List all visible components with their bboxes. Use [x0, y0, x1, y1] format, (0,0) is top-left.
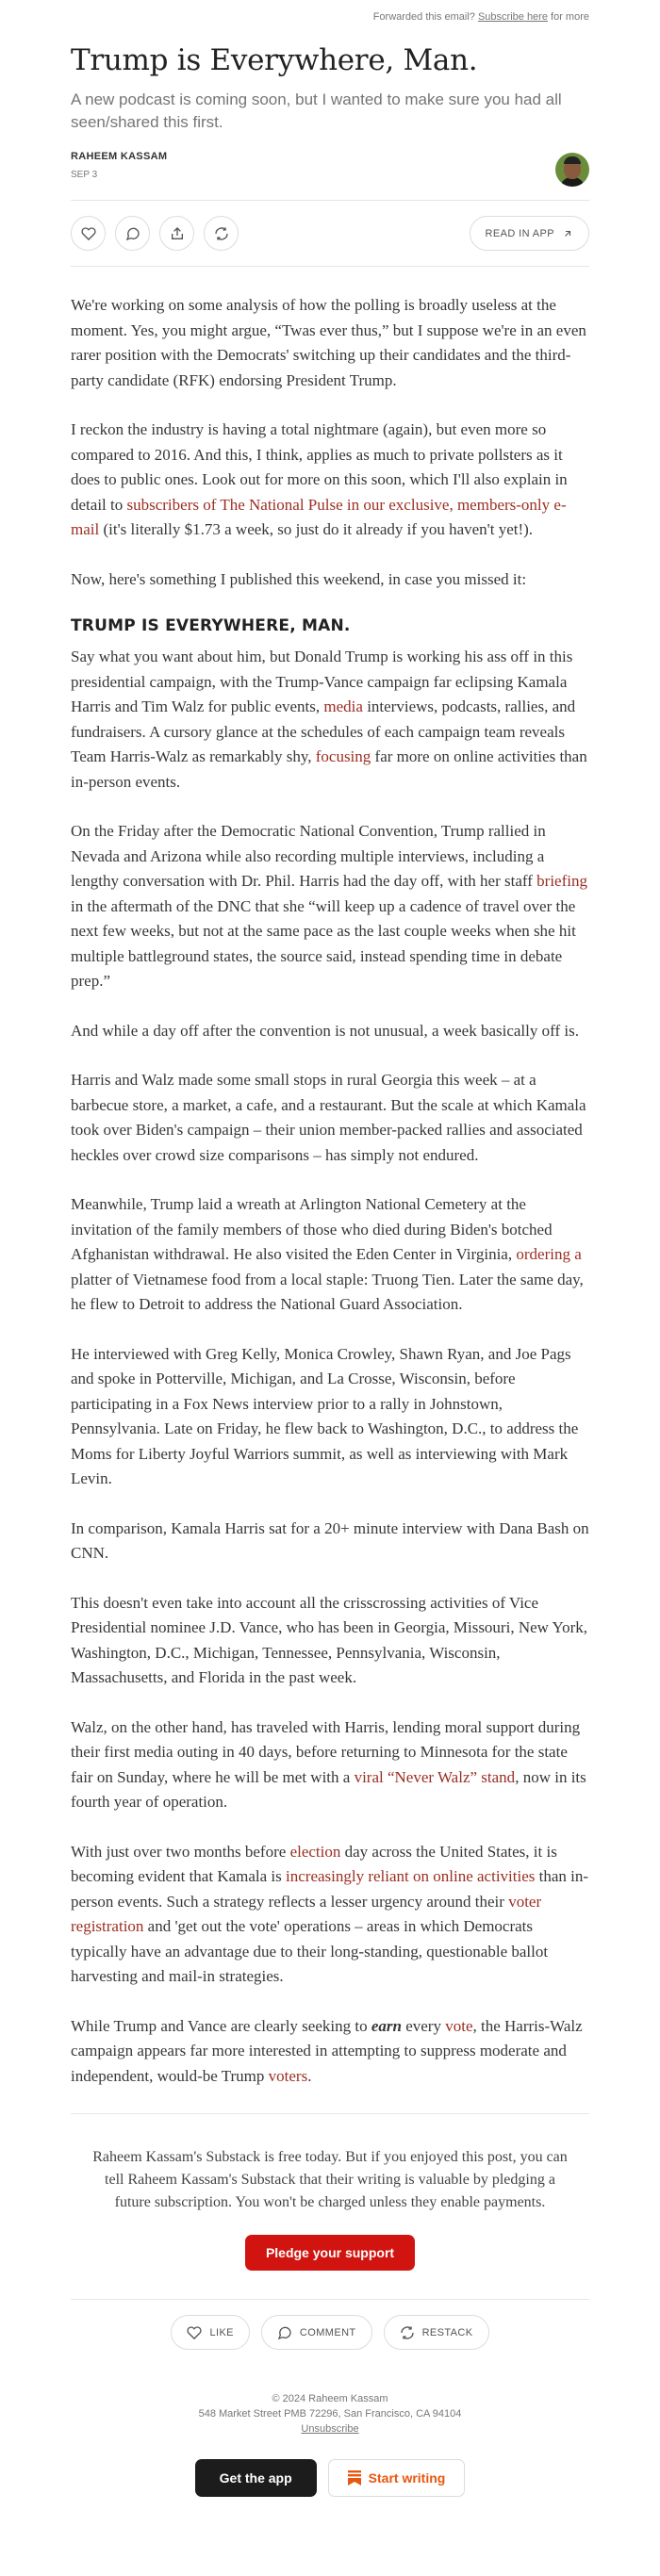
- top-actions-bar: [71, 201, 589, 266]
- author-name[interactable]: RAHEEM KASSAM: [71, 151, 168, 162]
- byline: [71, 151, 589, 187]
- paragraph: While Trump and Vance are clearly seeking to earn every vote, the Harris-Walz campaign appears far more interested in attempting to suppress moderate and independent, would-be Trump voters.: [71, 2016, 583, 2085]
- paragraph: In comparison, Kamala Harris sat for a 20+ minute interview with Dana Bash on CNN.: [71, 1518, 589, 1562]
- never-walz-link[interactable]: viral “Never Walz” stand: [354, 1767, 516, 1786]
- paragraph: Say what you want about him, but Donald Trump is working his ass off in this presidential campaign, with the Trump-Vance campaign far eclipsing Kamala Harris and Tim Walz for public events, media interviews, podcasts, rallies, and fundraisers. A cursory glance at the schedules of each campaign team reveals Team Harris-Walz as remarkably shy, focusing far more on online activities than in-person events.: [71, 648, 587, 791]
- forwarded-suffix: for more: [551, 11, 589, 23]
- paragraph: We're working on some analysis of how the polling is broadly useless at the moment. Yes, you might argue, “Twas ever thus,” but I suppose we're in an even rarer position with the Democrats' switching up their candidates and the third-party candidate (RFK) endorsing President Trump.: [71, 296, 586, 389]
- substack-logo-icon: [348, 2470, 361, 2486]
- pledge-section: [71, 2114, 589, 2299]
- comment-label: COMMENT: [299, 2326, 356, 2338]
- briefing-link[interactable]: briefing: [536, 872, 587, 890]
- restack-icon: [214, 226, 229, 241]
- post-date: SEP 3: [71, 170, 98, 180]
- pledge-button[interactable]: Pledge your support: [245, 2235, 415, 2271]
- heart-icon: [81, 226, 96, 241]
- restack-icon: [400, 2325, 415, 2340]
- comment-button[interactable]: [115, 216, 150, 251]
- like-button[interactable]: [71, 216, 106, 251]
- voter-registration-link[interactable]: voter registration: [71, 1892, 542, 1935]
- restack-pill-button[interactable]: [384, 2315, 489, 2350]
- paragraph: Now, here's something I published this weekend, in case you missed it:: [71, 569, 527, 588]
- paragraph: Harris and Walz made some small stops in rural Georgia this week – at a barbecue store, a market, a cafe, and a restaurant. But the scale at which Kamala took over Biden's campaign – their union member-packed rallies and associated heckles over crowd size comparisons – has simply not endured.: [71, 1071, 586, 1164]
- copyright: © 2024 Raheem Kassam: [272, 2393, 388, 2404]
- forwarded-note: [71, 0, 589, 28]
- pledge-text: Raheem Kassam's Substack is free today. But if you enjoyed this post, you can tell Raheem Kassam's Substack that their writing is valuable by pledging a future subscription. You won't be charged unless they enable payments.: [92, 2149, 568, 2210]
- heart-icon: [187, 2325, 202, 2340]
- bottom-actions-bar: [71, 2300, 589, 2365]
- ordering-link[interactable]: ordering a: [516, 1245, 582, 1263]
- comment-pill-button[interactable]: [261, 2315, 372, 2350]
- section-heading: TRUMP IS EVERYWHERE, MAN.: [71, 616, 351, 635]
- paragraph: I reckon the industry is having a total nightmare (again), but even more so compared to 2016. And this, I think, applies as much to private pollsters as it does to public ones. Look out for more on this soon, which I'll also explain in detail to subscribers of The National Pulse in our exclusive, members-only e-mail (it's literally $1.73 a week, so just do it already if you haven't yet!).: [71, 420, 568, 538]
- start-writing-button[interactable]: [328, 2459, 466, 2497]
- footer: [71, 2365, 589, 2535]
- focusing-link[interactable]: focusing: [315, 747, 371, 765]
- read-in-app-button[interactable]: [470, 216, 589, 251]
- post-body: [71, 267, 589, 2089]
- author-avatar[interactable]: [555, 153, 589, 187]
- vote-link[interactable]: vote: [445, 2016, 473, 2035]
- get-app-button[interactable]: Get the app: [195, 2459, 317, 2497]
- arrow-up-right-icon: [562, 228, 573, 239]
- emphasis: earn: [371, 2016, 402, 2035]
- online-activities-link[interactable]: increasingly reliant on online activities: [286, 1867, 536, 1885]
- paragraph: This doesn't even take into account all the crisscrossing activities of Vice Presidential nominee J.D. Vance, who has been in Georgia, Missouri, New York, Washington, D.C., Michigan, Tennessee, Pennsylvania, Wisconsin, Massachusetts, and Florida in the past week.: [71, 1593, 588, 1686]
- post-subtitle: A new podcast is coming soon, but I wanted to make sure you had all seen/shared this first.: [71, 90, 562, 131]
- forwarded-prefix: Forwarded this email?: [372, 11, 475, 23]
- subscribers-link[interactable]: subscribers of The National Pulse in our exclusive, members-only e-mail: [71, 495, 567, 538]
- paragraph: On the Friday after the Democratic National Convention, Trump rallied in Nevada and Arizona while also recording multiple interviews, including a lengthy conversation with Dr. Phil. Harris had the day off, with her staff briefing in the aftermath of the DNC that she “will keep up a cadence of travel over the next few weeks, but not at the same pace as the last couple weeks when she hit multiple battleground states, the source said, instead spending time in debate prep.”: [71, 822, 587, 990]
- read-in-app-label: READ IN APP: [485, 227, 554, 239]
- paragraph: Meanwhile, Trump laid a wreath at Arlington National Cemetery at the invitation of the family members of those who died during Biden's botched Afghanistan withdrawal. He also visited the Eden Center in Virginia, ordering a platter of Vietnamese food from a local staple: Truong Tien. Later the same day, he flew to Detroit to address the National Guard Association.: [71, 1195, 584, 1313]
- like-pill-button[interactable]: [171, 2315, 249, 2350]
- address: 548 Market Street PMB 72296, San Francisco, CA 94104: [198, 2408, 462, 2420]
- media-link[interactable]: media: [323, 697, 363, 715]
- comment-icon: [125, 226, 140, 241]
- footer-ctas: [71, 2459, 589, 2535]
- share-icon: [170, 226, 185, 241]
- start-writing-label: Start writing: [368, 2470, 446, 2486]
- election-link[interactable]: election: [289, 1842, 341, 1861]
- paragraph: Walz, on the other hand, has traveled with Harris, lending moral support during their first media outing in 40 days, before returning to Minnesota for the state fair on Sunday, where he will be met with a viral “Never Walz” stand, now in its fourth year of operation.: [71, 1717, 586, 1811]
- unsubscribe-link[interactable]: Unsubscribe: [301, 2423, 359, 2435]
- restack-label: RESTACK: [421, 2326, 473, 2338]
- voters-link[interactable]: voters: [268, 2066, 308, 2085]
- restack-button[interactable]: [204, 216, 239, 251]
- share-button[interactable]: [159, 216, 194, 251]
- paragraph: With just over two months before election day across the United States, it is becoming evident that Kamala is increasingly reliant on online activities than in-person events. Such a strategy reflects a lesser urgency around their voter registration and 'get out the vote' operations – areas in which Democrats typically have an advantage due to their long-standing, questionable ballot harvesting and mail-in strategies.: [71, 1842, 589, 1985]
- paragraph: He interviewed with Greg Kelly, Monica Crowley, Shawn Ryan, and Joe Pags and spoke in Potterville, Michigan, and La Crosse, Wisconsin, before participating in a Fox News interview prior to a rally in Johnstown, Pennsylvania. Late on Friday, he flew back to Washington, D.C., to address the Moms for Liberty Joyful Warriors summit, as well as interviewing with Mark Levin.: [71, 1344, 579, 1487]
- comment-icon: [277, 2325, 292, 2340]
- like-label: LIKE: [209, 2326, 234, 2338]
- post-title[interactable]: Trump is Everywhere, Man.: [71, 43, 478, 77]
- paragraph: And while a day off after the convention is not unusual, a week basically off is.: [71, 1021, 579, 1040]
- subscribe-link[interactable]: Subscribe here: [477, 11, 548, 23]
- avatar-hair: [564, 156, 581, 164]
